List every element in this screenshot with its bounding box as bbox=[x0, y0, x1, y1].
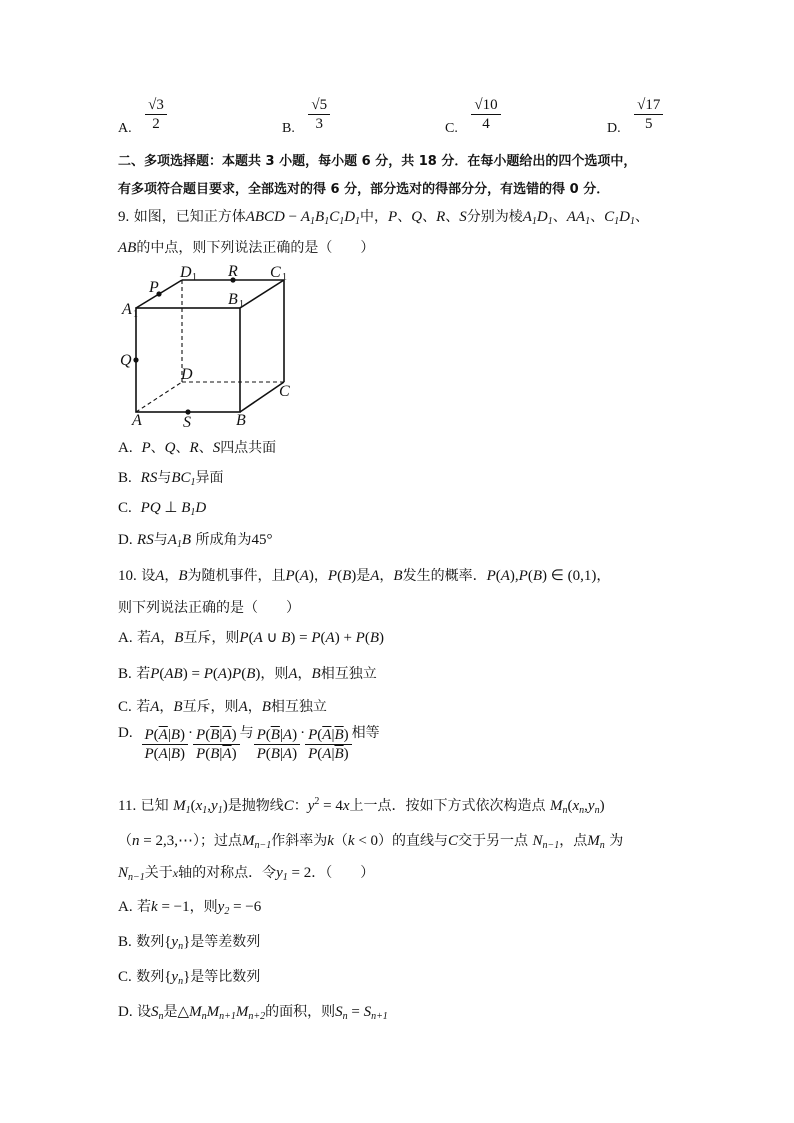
label-a1: A bbox=[122, 301, 132, 318]
label-b1: B bbox=[228, 291, 238, 308]
label-b: B bbox=[236, 412, 246, 429]
q11-option-c: C. 数列$\{y_n\}$是等比数列 bbox=[118, 969, 261, 987]
label-s: S bbox=[183, 414, 191, 431]
q10-option-a: A. 若A，B互斥，则P(A ∪ B) = P(A) + P(B) bbox=[118, 630, 385, 646]
point-q bbox=[133, 357, 138, 362]
cube-front-face bbox=[136, 308, 240, 412]
q10-option-c: C. 若A，B互斥，则A，B相互独立 bbox=[118, 699, 327, 715]
section2-line2: 有多项符合题目要求，全部选对的得 6 分，部分选对的得部分分，有选错的得 0 分． bbox=[118, 182, 610, 197]
q9-option-b: B. RS与$BC_1$异面 bbox=[118, 470, 224, 488]
label-d: D bbox=[181, 366, 193, 383]
q9-stem-line1: 9. 如图，已知正方体ABCD − $A_1B_1C_1D_1$中，P、Q、R、S分别为棱$A_1D_1$、$AA_1$、$C_1D_1$、 bbox=[118, 209, 649, 227]
q9-option-a: A. P、Q、R、S四点共面 bbox=[118, 440, 277, 456]
q10-option-b: B. 若P(AB) = P(A)P(B)，则A，B相互独立 bbox=[118, 666, 377, 682]
label-a: A bbox=[132, 412, 142, 429]
section2-line1: 二、多项选择题：本题共 3 小题，每小题 6 分，共 18 分．在每小题给出的四个选项中， bbox=[118, 154, 637, 169]
svg-text:1: 1 bbox=[133, 309, 138, 320]
svg-text:1: 1 bbox=[239, 299, 244, 310]
q11-option-d: D. 设$S_n$是$\triangle M_nM_{n+1}M_{n+2}$的面积，则$S_n = S_{n+1}$ bbox=[118, 1004, 388, 1022]
q8-option-a: A. $\frac{√3}{2}$ bbox=[118, 96, 167, 133]
q8-option-c: C. $\frac{√10}{4}$ bbox=[445, 96, 501, 133]
q9-option-d: D. RS与$A_1B$ 所成角为45° bbox=[118, 532, 273, 550]
svg-text:1: 1 bbox=[282, 272, 287, 283]
svg-text:1: 1 bbox=[192, 272, 197, 283]
q10-stem-line1: 10. 设A，B为随机事件，且P(A)，P(B)是A，B发生的概率．P(A),P(B) ∈ (0,1)， bbox=[118, 568, 611, 584]
cube-figure bbox=[112, 262, 312, 432]
cube-hidden-edge-ad bbox=[136, 382, 182, 412]
label-d1: D bbox=[180, 264, 192, 281]
q8-option-b: B. $\frac{√5}{3}$ bbox=[282, 96, 330, 133]
q11-stem-line2: （n = 2,3,⋯）；过点$M_{n-1}$作斜率为k（k < 0）的直线与C交于另一点 $N_{n-1}$，点$M_n$ 为 bbox=[118, 833, 624, 851]
q11-option-b: B. 数列$\{y_n\}$是等差数列 bbox=[118, 934, 261, 952]
q9-option-c: C. PQ ⊥ $B_1D$ bbox=[118, 500, 207, 518]
cube-edge-bc bbox=[240, 382, 284, 412]
cube-edge-b1c1 bbox=[240, 280, 284, 308]
label-q: Q bbox=[120, 352, 132, 369]
label-c1: C bbox=[270, 264, 281, 281]
q10-stem-line2: 则下列说法正确的是（ ） bbox=[118, 600, 300, 616]
q11-stem-line1: 11. 已知 $M_1(x_1,y_1)$是抛物线C：$y^2 = 4x$上一点．按如下方式依次构造点 $M_n(x_n,y_n)$ bbox=[118, 796, 605, 816]
q11-stem-line3: $N_{n-1}$关于x轴的对称点．令$y_1 = 2$．（ ） bbox=[118, 865, 375, 883]
q8-option-d: D. $\frac{√17}{5}$ bbox=[607, 96, 663, 133]
q10-option-d: D. $\frac{P(\overline{A}|B)}{P(A|B)}$ · $\frac{P(\overline{B}|\overline{A})}{P(B|\overline{A})}$ 与 $\frac{P(\overline{B}|A)}{P(B|A)}$ · $\frac{P(\overline{A}|\overline{B})}{P(A|\overline{B})}$ 相等 bbox=[118, 724, 380, 762]
q9-stem-line2: AB的中点，则下列说法正确的是（ ） bbox=[118, 240, 375, 256]
label-c: C bbox=[279, 383, 290, 400]
q11-option-a: A. 若k = −1，则$y_2 = -6$ bbox=[118, 899, 262, 917]
label-p: P bbox=[149, 279, 159, 296]
label-r: R bbox=[228, 263, 238, 280]
